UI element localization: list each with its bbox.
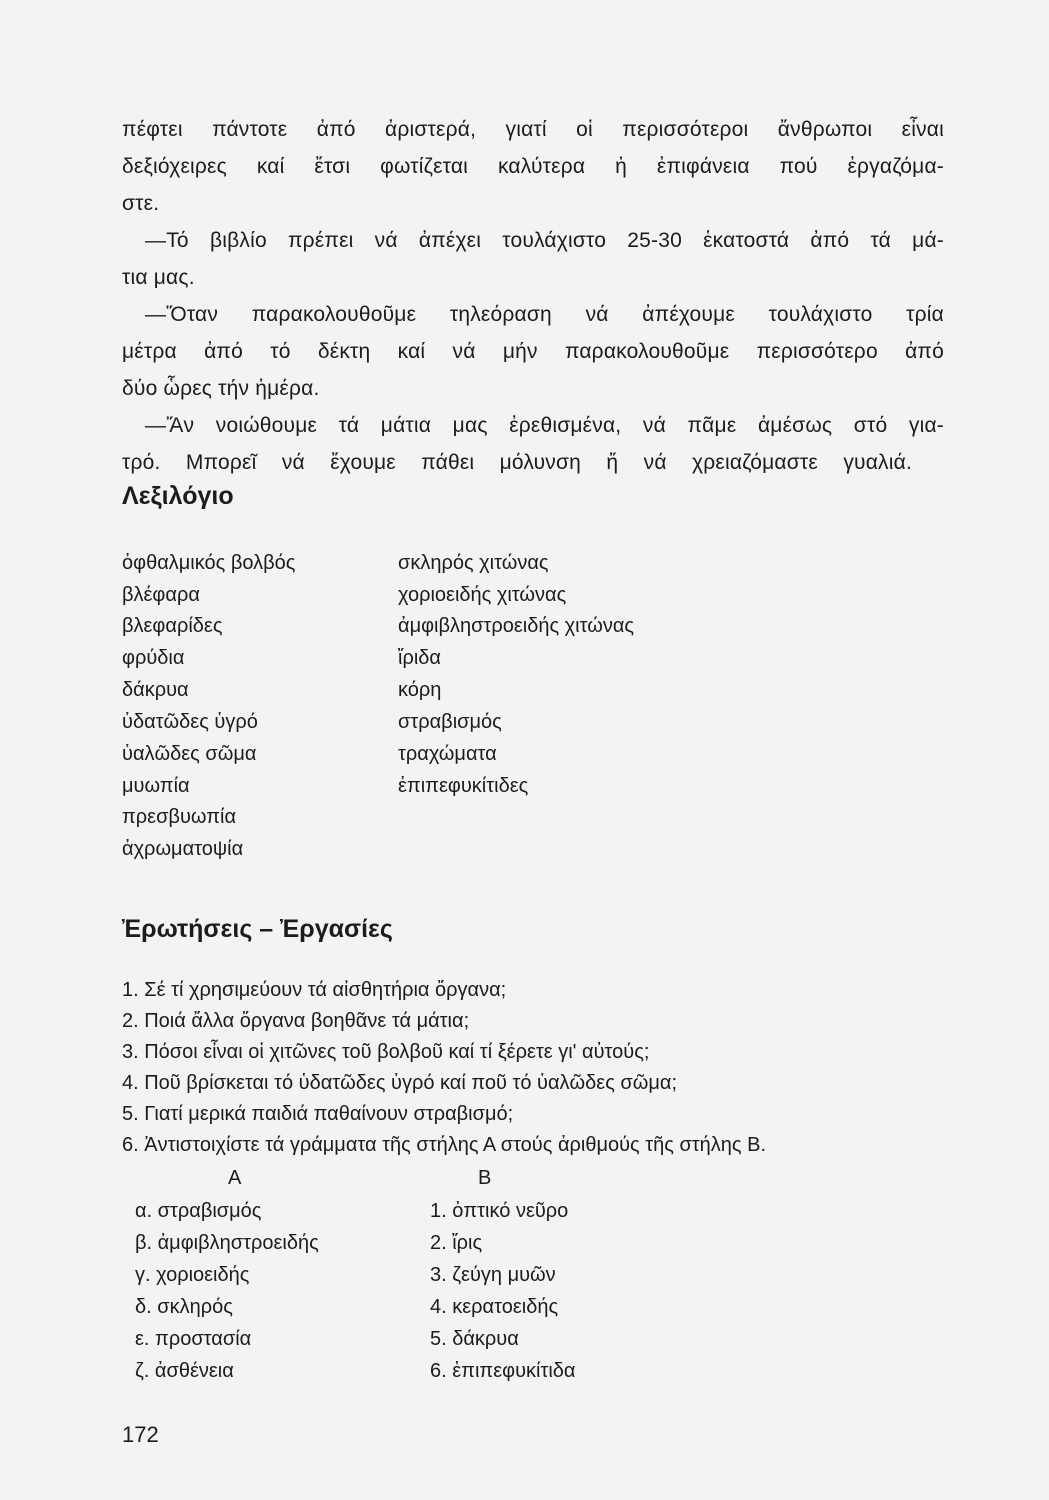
- text-line: μέτρα ἀπό τό δέκτη καί νά μήν παρακολουθοῦμε περισσότερο ἀπό: [122, 340, 944, 363]
- column-b-item: 5. δάκρυα: [430, 1328, 519, 1350]
- question: 2. Ποιά ἄλλα ὄργανα βοηθᾶνε τά μάτια;: [122, 1010, 470, 1032]
- column-b-item: 3. ζεύγη μυῶν: [430, 1264, 556, 1286]
- column-b-item: 6. ἐπιπεφυκίτιδα: [430, 1360, 576, 1382]
- column-b-item: 1. ὀπτικό νεῦρο: [430, 1200, 569, 1222]
- text-line: δεξιόχειρες καί ἔτσι φωτίζεται καλύτερα ἡ ἐπιφάνεια πού ἐργαζόμα-: [122, 155, 944, 178]
- vocab-term: φρύδια: [122, 647, 185, 669]
- vocab-term: ἴριδα: [398, 647, 441, 669]
- page-number: 172: [122, 1422, 159, 1447]
- vocab-term: βλέφαρα: [122, 584, 200, 606]
- vocab-term: ὀφθαλμικός βολβός: [122, 552, 296, 574]
- vocab-term: ἀμφιβληστροειδής χιτώνας: [398, 615, 635, 637]
- vocab-term: χοριοειδής χιτώνας: [398, 584, 567, 606]
- text-line: —Ὅταν παρακολουθοῦμε τηλεόραση νά ἀπέχουμε τουλάχιστο τρία: [145, 303, 944, 326]
- vocab-term: δάκρυα: [122, 679, 189, 701]
- question: 6. Ἀντιστοιχίστε τά γράμματα τῆς στήλης Α στούς ἀριθμούς τῆς στήλης Β.: [122, 1134, 767, 1156]
- question: 1. Σέ τί χρησιμεύουν τά αἰσθητήρια ὄργανα;: [122, 979, 507, 1001]
- column-a-item: δ. σκληρός: [135, 1296, 233, 1318]
- vocab-term: τραχώματα: [398, 743, 497, 765]
- vocabulary-heading: Λεξιλόγιο: [122, 482, 234, 510]
- text-line: —Ἄν νοιώθουμε τά μάτια μας ἐρεθισμένα, νά πᾶμε ἀμέσως στό για-: [145, 414, 944, 437]
- vocab-term: σκληρός χιτώνας: [398, 552, 549, 574]
- vocab-term: στραβισμός: [398, 711, 502, 733]
- vocab-term: ἀχρωματοψία: [122, 838, 244, 860]
- column-b-item: 2. ἴρις: [430, 1232, 483, 1254]
- column-b-item: 4. κερατοειδής: [430, 1296, 559, 1318]
- vocab-term: κόρη: [398, 679, 442, 701]
- text-line: τια μας.: [122, 266, 195, 289]
- vocab-term: βλεφαρίδες: [122, 615, 223, 637]
- column-a-item: β. ἀμφιβληστροειδής: [135, 1232, 319, 1254]
- text-line: τρό. Μπορεῖ νά ἔχουμε πάθει μόλυνση ἤ νά χρειαζόμαστε γυαλιά.: [122, 451, 912, 474]
- column-a-item: ζ. ἀσθένεια: [135, 1360, 234, 1382]
- question: 5. Γιατί μερικά παιδιά παθαίνουν στραβισμό;: [122, 1103, 514, 1125]
- question: 3. Πόσοι εἶναι οἱ χιτῶνες τοῦ βολβοῦ καί τί ξέρετε γι' αὐτούς;: [122, 1041, 650, 1063]
- column-b-header: Β: [478, 1167, 492, 1189]
- vocab-term: ἐπιπεφυκίτιδες: [398, 775, 529, 797]
- vocab-term: ὑαλῶδες σῶμα: [122, 743, 257, 765]
- text-line: δύο ὧρες τήν ἡμέρα.: [122, 377, 320, 400]
- vocab-term: πρεσβυωπία: [122, 806, 237, 828]
- exercises-heading: Ἐρωτήσεις – Ἐργασίες: [122, 915, 393, 943]
- question: 4. Ποῦ βρίσκεται τό ὑδατῶδες ὑγρό καί ποῦ τό ὑαλῶδες σῶμα;: [122, 1072, 678, 1094]
- vocab-term: ὑδατῶδες ὑγρό: [122, 711, 258, 733]
- text-line: πέφτει πάντοτε ἀπό ἀριστερά, γιατί οἱ περισσότεροι ἄνθρωποι εἶναι: [122, 118, 944, 141]
- vocab-term: μυωπία: [122, 775, 190, 797]
- column-a-item: α. στραβισμός: [135, 1200, 262, 1222]
- text-line: στε.: [122, 192, 160, 215]
- column-a-header: Α: [228, 1167, 242, 1189]
- text-line: —Τό βιβλίο πρέπει νά ἀπέχει τουλάχιστο 25-30 ἑκατοστά ἀπό τά μά-: [145, 229, 944, 252]
- column-a-item: ε. προστασία: [135, 1328, 252, 1350]
- column-a-item: γ. χοριοειδής: [135, 1264, 250, 1286]
